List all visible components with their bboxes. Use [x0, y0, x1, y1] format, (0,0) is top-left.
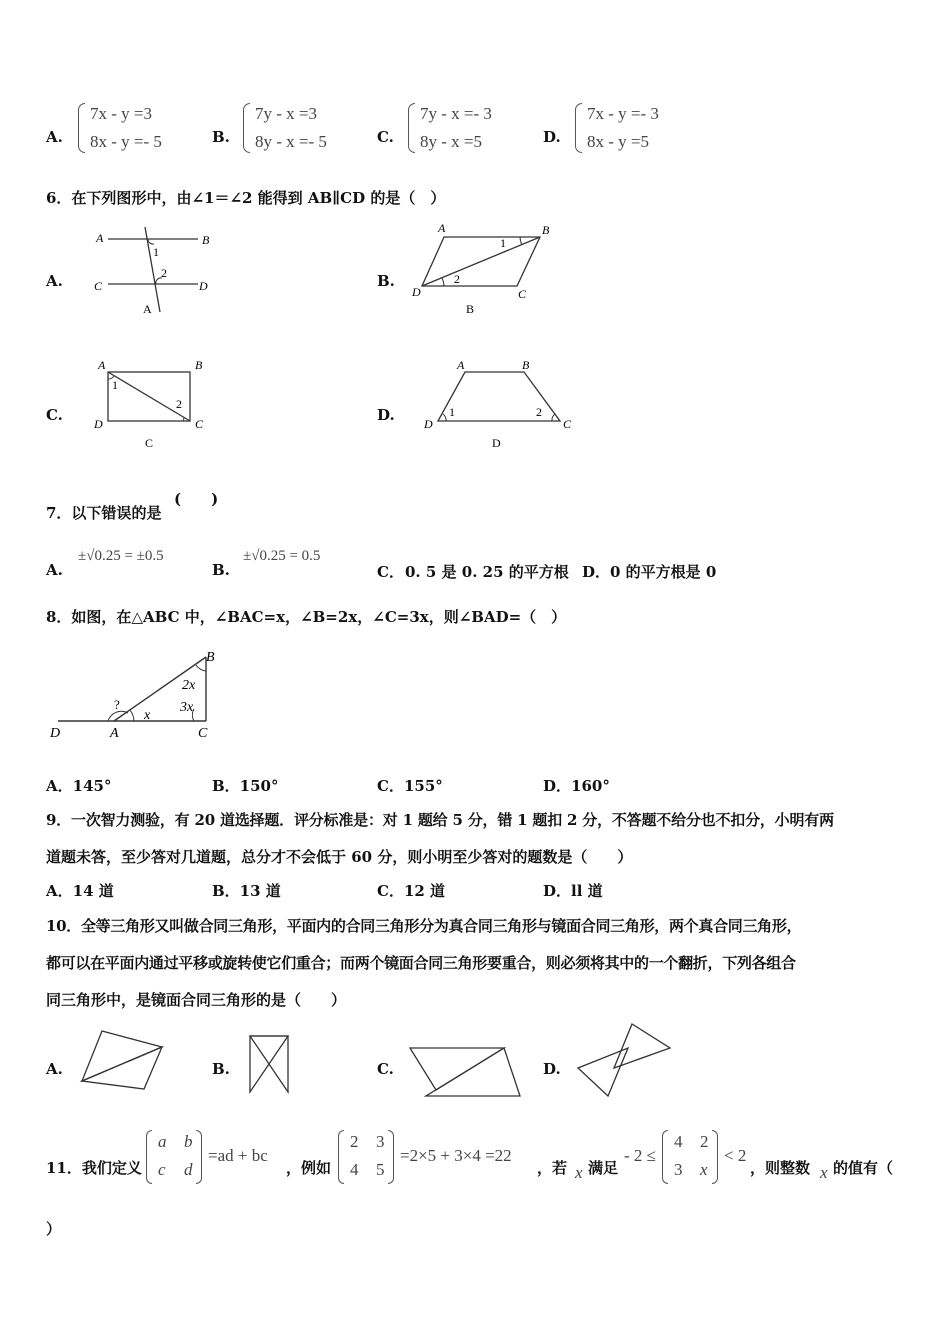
point-label: C [518, 287, 527, 301]
angle-label: 2x [182, 678, 196, 693]
point-label: C [195, 417, 204, 431]
q7-option-c-text: 0. 5 是 0. 25 的平方根 [405, 563, 569, 581]
q8-option-d: D．160° [543, 777, 610, 795]
figure-caption: D [492, 436, 501, 450]
equation: 8y - x =- 5 [255, 132, 327, 151]
q5-option-a-system [78, 100, 162, 156]
q10-stem-line3: 同三角形中，是镜面合同三角形的是（ ） [46, 991, 347, 1009]
det-cell: x [700, 1160, 708, 1179]
equation: 7x - y =- 3 [587, 104, 659, 123]
q11-prefix: 11．我们定义 [46, 1159, 142, 1177]
q7-option-a-math: ±√0.25 = ±0.5 [78, 548, 164, 564]
q11-tail2: 的值有（ [833, 1159, 894, 1177]
q10-option-a-label: A. [46, 1060, 63, 1078]
q10-figure-a [78, 1025, 173, 1095]
q10-option-d-label: D. [543, 1060, 561, 1078]
q5-option-d-system [575, 100, 659, 156]
det-cell: d [184, 1160, 193, 1179]
det-cell: 5 [376, 1160, 385, 1179]
q9-option-b: B．13 道 [212, 882, 281, 900]
q9-option-c: C．12 道 [377, 882, 446, 900]
det-cell: 4 [350, 1160, 359, 1179]
point-label: C [198, 726, 208, 741]
q10-figure-d [572, 1018, 677, 1098]
det-cell: 3 [674, 1160, 683, 1179]
q6-figure-b [412, 220, 562, 320]
q7-option-b-label: B. [212, 561, 230, 579]
det-cell: 4 [674, 1132, 683, 1151]
angle-label: 2 [536, 405, 542, 419]
q8-option-c: C．155° [377, 777, 443, 795]
q11-definition-determinant [146, 1130, 202, 1184]
angle-label: 1 [153, 245, 159, 259]
q11-tail: ，则整数 [750, 1159, 811, 1177]
angle-label: x [144, 708, 151, 723]
figure-caption: A [143, 302, 152, 316]
point-label: B [522, 358, 530, 372]
q7-stem: 7．以下错误的是 [46, 504, 162, 522]
q11-condition-determinant [662, 1130, 718, 1184]
point-label: D [199, 279, 208, 293]
equation: 8x - y =- 5 [90, 132, 162, 151]
point-label: B [202, 233, 210, 247]
angle-label: 2 [176, 397, 182, 411]
point-label: B [542, 223, 550, 237]
q5-option-c-label: C. [377, 128, 394, 146]
q7-option-d-label: D． [582, 563, 611, 581]
q7-option-a-label: A. [46, 561, 63, 579]
q7-option-d-text: 0 的平方根是 0 [610, 563, 717, 581]
equation: 8x - y =5 [587, 132, 649, 151]
q9-stem-line2: 道题未答，至少答对几道题，总分才不会低于 60 分，则小明至少答对的题数是（ ） [46, 848, 633, 866]
q10-stem-line1: 10．全等三角形又叫做合同三角形，平面内的合同三角形分为真合同三角形与镜面合同三角形，两个真合同三角形， [46, 917, 802, 935]
det-cell: b [184, 1132, 193, 1151]
q9-stem-line1: 9．一次智力测验，有 20 道选择题．评分标准是：对 1 题给 5 分，错 1 题扣 2 分，不答题不给分也不扣分，小明有两 [46, 811, 834, 829]
angle-label: 1 [112, 378, 118, 392]
q9-option-a: A．14 道 [46, 882, 114, 900]
det-cell: c [158, 1160, 166, 1179]
q5-option-b-label: B. [212, 128, 230, 146]
q7-option-b-math: ±√0.25 = 0.5 [243, 548, 321, 564]
q9-option-d: D．ll 道 [543, 882, 603, 900]
q6-stem: 6．在下列图形中，由∠1＝∠2 能得到 AB∥CD 的是（ ） [46, 189, 446, 207]
q11-definition-eq: =ad + bc [208, 1146, 268, 1165]
angle-label: 3x [180, 700, 194, 715]
equation: 8y - x =5 [420, 132, 482, 151]
q11-close-paren: ） [46, 1220, 62, 1238]
q6-option-a-label: A. [46, 272, 63, 290]
q7-paren: ( ) [174, 490, 219, 508]
point-label: A [110, 726, 119, 741]
point-label: D [50, 726, 61, 741]
q8-option-b: B．150° [212, 777, 279, 795]
det-cell: a [158, 1132, 167, 1151]
q5-option-c-system [408, 100, 492, 156]
angle-label: 2 [454, 272, 460, 286]
q6-figure-d [420, 355, 580, 455]
q11-satisfy: 满足 [588, 1159, 619, 1177]
equation: 7y - x =3 [255, 104, 317, 123]
q6-figure-c [88, 355, 228, 455]
q11-lower-bound: - 2 ≤ [624, 1146, 656, 1165]
point-label: B [195, 358, 203, 372]
q11-variable-x: x [820, 1163, 828, 1182]
point-label: D [424, 417, 433, 431]
equation: 7x - y =3 [90, 104, 152, 123]
q10-figure-b [240, 1028, 300, 1098]
point-label: C [94, 279, 103, 293]
q11-example-eq: =2×5 + 3×4 =22 [400, 1146, 512, 1165]
point-label: A [98, 358, 106, 372]
point-label: C [563, 417, 572, 431]
q6-option-d-label: D. [377, 406, 395, 424]
q7-option-c-label: C． [377, 563, 404, 581]
q8-stem: 8．如图，在△ABC 中，∠BAC=x，∠B=2x，∠C=3x，则∠BAD=（ ） [46, 608, 567, 626]
q8-option-a: A．145° [46, 777, 112, 795]
angle-label: 1 [449, 405, 455, 419]
q6-figure-a [88, 222, 228, 322]
q11-variable-x: x [575, 1163, 583, 1182]
q11-example-label: ，例如 [286, 1159, 332, 1177]
q5-option-a-label: A. [46, 128, 63, 146]
q5-option-b-system [243, 100, 327, 156]
q10-figure-c [408, 1040, 528, 1100]
q8-figure [44, 645, 234, 745]
point-label: B [206, 650, 215, 665]
det-cell: 3 [376, 1132, 385, 1151]
q5-option-d-label: D. [543, 128, 561, 146]
point-label: A [438, 221, 446, 235]
angle-label: ? [114, 697, 120, 712]
angle-label: 2 [161, 266, 167, 280]
q6-option-c-label: C. [46, 406, 63, 424]
figure-caption: B [466, 302, 475, 316]
angle-label: 1 [500, 236, 506, 250]
det-cell: 2 [350, 1132, 359, 1151]
det-cell: 2 [700, 1132, 709, 1151]
point-label: A [457, 358, 465, 372]
q10-stem-line2: 都可以在平面内通过平移或旋转使它们重合；而两个镜面合同三角形要重合，则必须将其中的一个翻折，下列各组合 [46, 954, 796, 972]
q6-option-b-label: B. [377, 272, 395, 290]
point-label: A [96, 231, 104, 245]
figure-caption: C [145, 436, 154, 450]
q11-if-label: ，若 [537, 1159, 568, 1177]
q11-example-determinant [338, 1130, 394, 1184]
q11-upper-bound: < 2 [724, 1146, 747, 1165]
q10-option-c-label: C. [377, 1060, 394, 1078]
point-label: D [412, 285, 421, 299]
q10-option-b-label: B. [212, 1060, 230, 1078]
equation: 7y - x =- 3 [420, 104, 492, 123]
point-label: D [94, 417, 103, 431]
